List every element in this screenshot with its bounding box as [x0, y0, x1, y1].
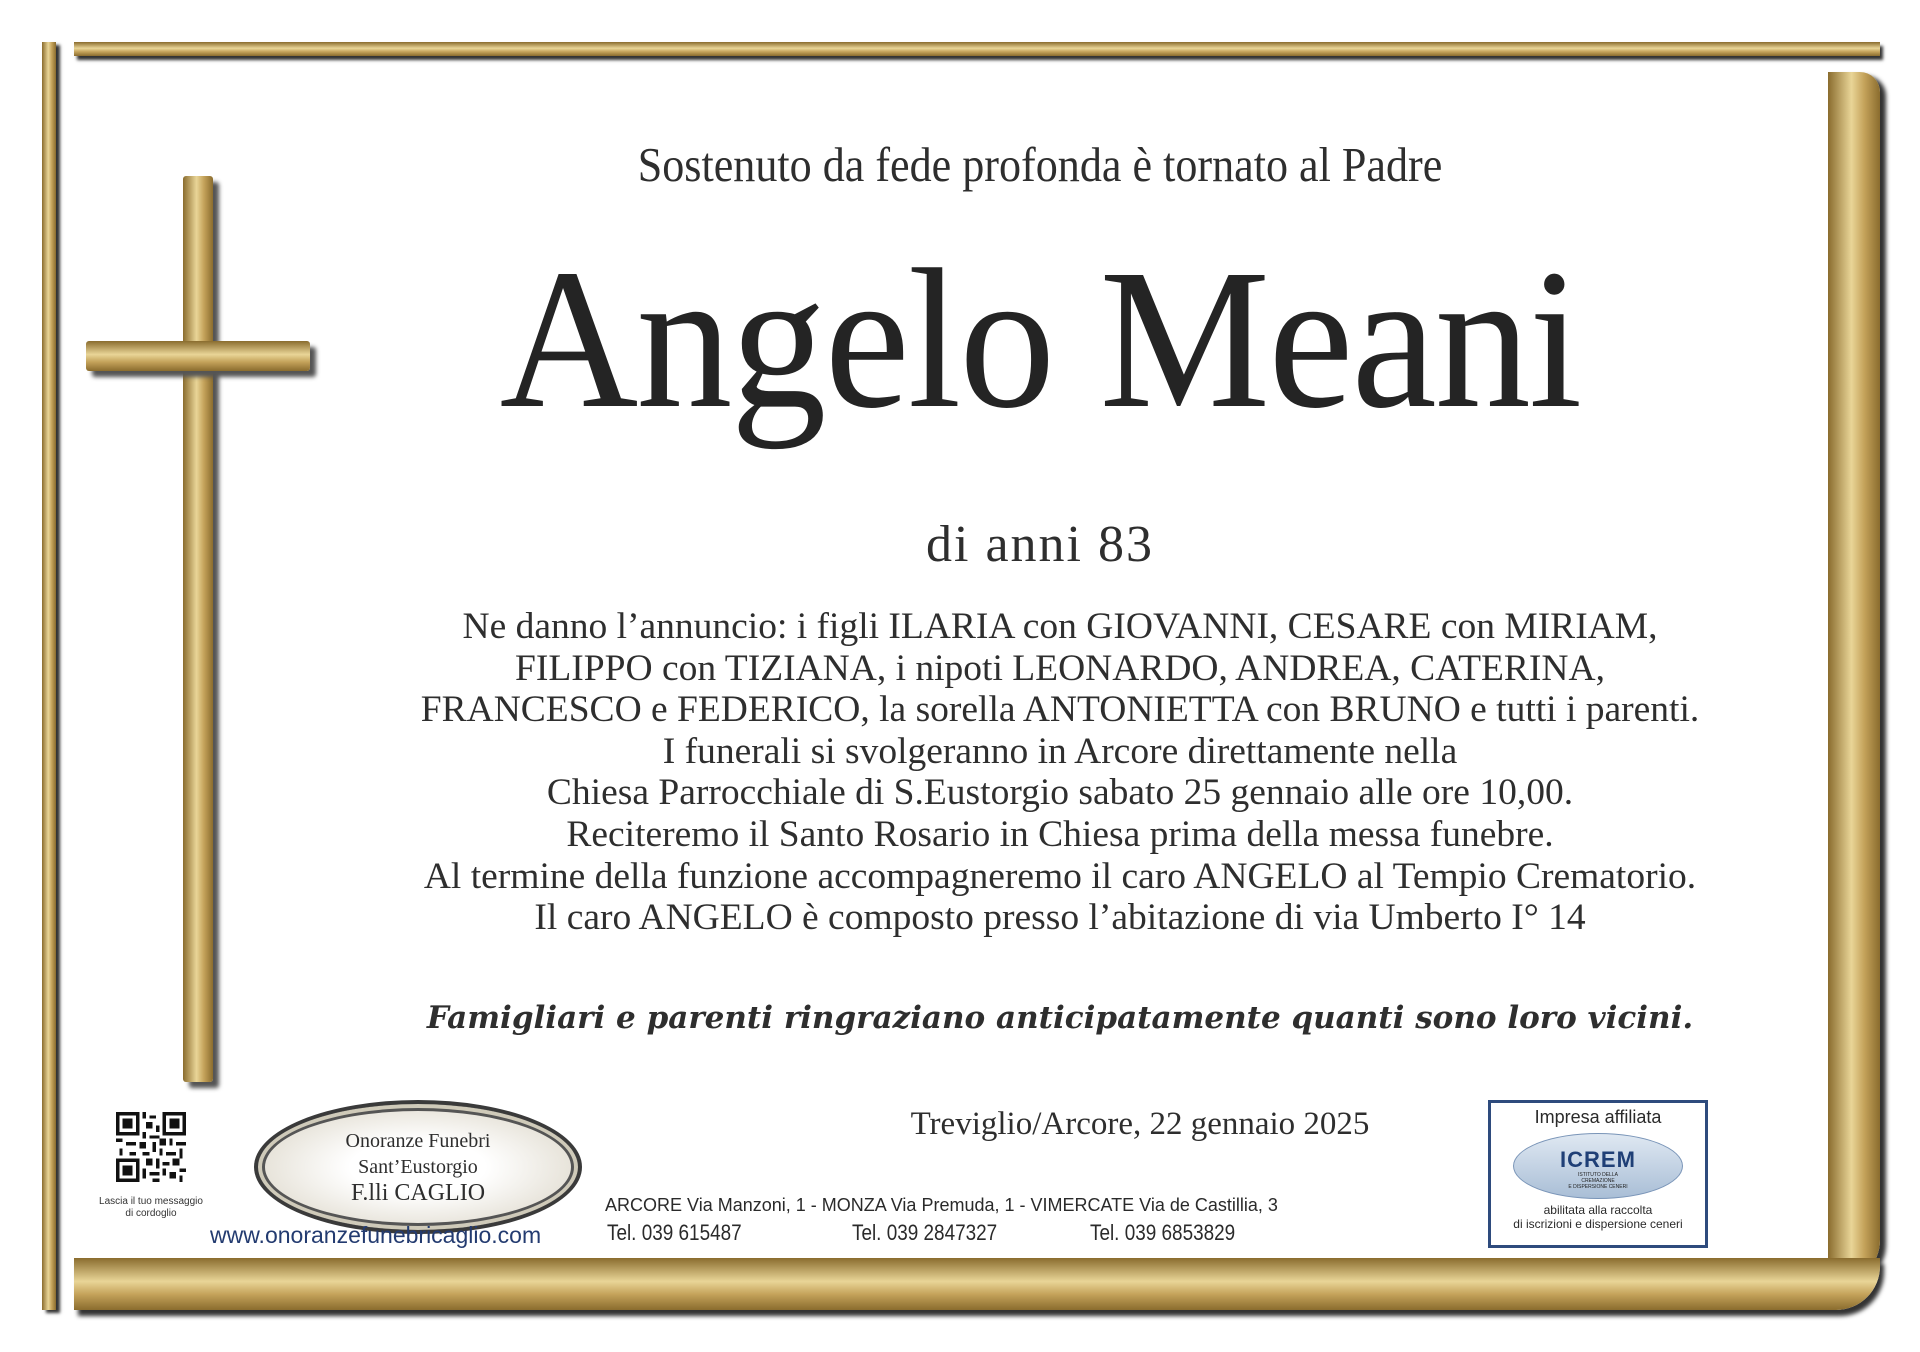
qr-caption-line: di cordoglio [125, 1208, 177, 1219]
logo-line: Onoranze Funebri [345, 1130, 491, 1152]
icrem-affiliation-box [1488, 1100, 1708, 1248]
announcement-line: FILIPPO con TIZIANA, i nipoti LEONARDO, ANDREA, CATERINA, [515, 647, 1605, 689]
phone-arcore: Tel. 039 615487 [607, 1220, 742, 1245]
frame-top-border [74, 42, 1880, 56]
affiliation-title: Impresa affiliata [1534, 1107, 1662, 1127]
frame-left-border [42, 42, 56, 1310]
icrem-logo-word: ICREM [1560, 1147, 1636, 1172]
cross-icon-horizontal [86, 341, 310, 371]
affiliation-caption-line: di iscrizioni e dispersione ceneri [1513, 1217, 1683, 1231]
website-link[interactable]: www.onoranzefunebricaglio.com [210, 1222, 542, 1248]
announcement-line: Ne danno l’annuncio: i figli ILARIA con GIOVANNI, CESARE con MIRIAM, [462, 606, 1658, 647]
icrem-logo-icon [1513, 1133, 1683, 1199]
deceased-name: Angelo Meani [499, 229, 1581, 450]
announcement-body [320, 606, 1800, 939]
frame-right-border [1828, 72, 1880, 1284]
intro-line: Sostenuto da fede profonda è tornato al Padre [637, 137, 1443, 192]
announcement-line: Chiesa Parrocchiale di S.Eustorgio sabato 25 gennaio alle ore 10,00. [546, 772, 1574, 814]
icrem-sub-line: E DISPERSIONE CENERI [1568, 1184, 1628, 1190]
qr-caption [80, 1196, 222, 1220]
phone-vimercate: Tel. 039 6853829 [1090, 1220, 1236, 1245]
icrem-logo-subtitle [1514, 1172, 1682, 1190]
announcement-line: Al termine della funzione accompagneremo il caro ANGELO al Tempio Crematorio. [423, 855, 1697, 897]
logo-line: F.lli CAGLIO [350, 1180, 486, 1206]
announcement-line: Reciteremo il Santo Rosario in Chiesa prima della messa funebre. [566, 813, 1554, 855]
phone-monza: Tel. 039 2847327 [852, 1220, 998, 1245]
qr-code-icon[interactable] [116, 1112, 186, 1182]
cross-icon-vertical [183, 176, 213, 1082]
announcement-line: FRANCESCO e FEDERICO, la sorella ANTONIETTA con BRUNO e tutti i parenti. [420, 689, 1700, 731]
affiliation-caption [1491, 1203, 1705, 1231]
icrem-sub-line: CREMAZIONE [1581, 1178, 1615, 1184]
place-date: Treviglio/Arcore, 22 gennaio 2025 [910, 1106, 1370, 1142]
announcement-line: I funerali si svolgeranno in Arcore direttamente nella [662, 730, 1458, 772]
icrem-sub-line: ISTITUTO DELLA [1578, 1172, 1618, 1178]
thanks-message: Famigliari e parenti ringraziano anticipatamente quanti sono loro vicini. [426, 1000, 1694, 1036]
qr-caption-line: Lascia il tuo messaggio [99, 1196, 203, 1207]
logo-line: Sant’Eustorgio [358, 1156, 478, 1178]
deceased-age: di anni 83 [926, 516, 1154, 573]
funeral-home-logo-text [254, 1128, 582, 1206]
addresses: ARCORE Via Manzoni, 1 - MONZA Via Premuda, 1 - VIMERCATE Via de Castillia, 3 [605, 1195, 1278, 1215]
announcement-line: Il caro ANGELO è composto presso l’abitazione di via Umberto I° 14 [534, 897, 1586, 939]
affiliation-caption-line: abilitata alla raccolta [1543, 1203, 1653, 1217]
frame-bottom-border [74, 1258, 1880, 1310]
